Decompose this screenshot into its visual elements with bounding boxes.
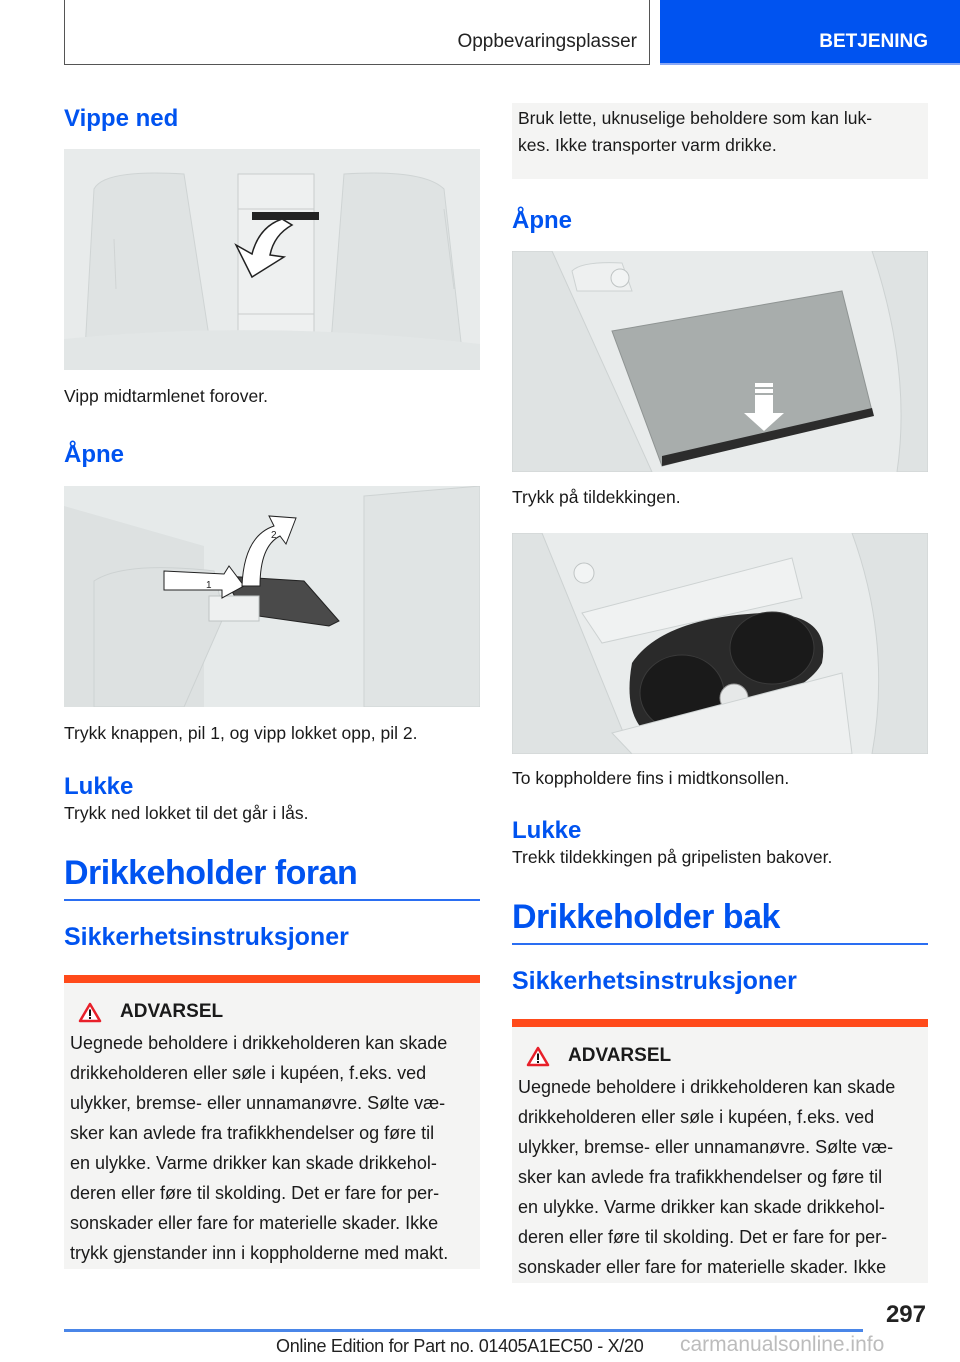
heading-rule [512,943,928,945]
header-chapter-tab [660,0,960,65]
heading-apne: Åpne [64,441,124,468]
heading-apne-right: Åpne [512,207,572,234]
center-console-cupholders-illustration [512,533,928,754]
heading-lukke-right: Lukke [512,817,582,844]
warning-line: sker kan avlede fra trafikkhendelser og føre til [70,1123,435,1143]
warning-line: deren eller føre til skolding. Det er fare for per- [518,1227,888,1247]
warning-line: sonskader eller fare for materielle skader. Ikke [518,1257,887,1277]
left-column [64,100,480,1269]
warning-line: sker kan avlede fra trafikkhendelser og føre til [518,1167,883,1187]
rear-seat-armrest-fold-down-illustration [64,149,480,370]
header-chapter-title: BETJENING [819,31,928,52]
warning-title-row [70,999,474,1025]
warning-box [64,975,480,1269]
warning-line: Uegnede beholdere i drikkeholderen kan skade [70,1033,448,1053]
caption-apne: Trykk knappen, pil 1, og vipp lokket opp, pil 2. [64,723,418,743]
warning-line: en ulykke. Varme drikker kan skade drikkehol- [518,1197,885,1217]
caption-trykk-tildekkingen: Trykk på tildekkingen. [512,487,681,507]
warning-line: drikkeholderen eller søle i kupéen, f.eks. ved [70,1063,427,1083]
right-column [512,100,928,1283]
warning-box [512,1019,928,1283]
page-number: 297 [885,1301,926,1328]
note-box [512,103,928,179]
warning-line: ulykker, bremse- eller unnamanøvre. Sølte væ- [70,1093,446,1113]
caption-koppholdere: To koppholdere fins i midtkonsollen. [512,768,790,788]
edition-text: Online Edition for Part no. 01405A1EC50 - X/20 [276,1336,644,1356]
warning-title: ADVARSEL [120,1001,224,1022]
warning-triangle-icon [78,1002,102,1023]
arrow-label-2: 2 [271,530,277,541]
warning-line: deren eller føre til skolding. Det er fare for per- [70,1183,440,1203]
heading-vippe-ned: Vippe ned [64,105,179,132]
subheading-sikkerhetsinstruksjoner: Sikkerhetsinstruksjoner [64,923,349,951]
warning-line: trykk gjenstander inn i koppholderne med makt. [70,1243,449,1263]
note-line: Bruk lette, uknuselige beholdere som kan luk- [518,108,873,128]
center-console-cover-illustration [512,251,928,472]
footer-rule [64,1329,863,1332]
warning-line: drikkeholderen eller søle i kupéen, f.eks. ved [518,1107,875,1127]
warning-title-row [518,1043,922,1069]
warning-line: en ulykke. Varme drikker kan skade drikkehol- [70,1153,437,1173]
warning-line: sonskader eller fare for materielle skader. Ikke [70,1213,439,1233]
subheading-sikkerhetsinstruksjoner-bak: Sikkerhetsinstruksjoner [512,967,797,995]
warning-line: ulykker, bremse- eller unnamanøvre. Sølte væ- [518,1137,894,1157]
text-lukke-right: Trekk tildekkingen på gripelisten bakover. [512,847,833,867]
caption-vippe-ned: Vipp midtarmlenet forover. [64,386,268,406]
heading-drikkeholder-foran: Drikkeholder foran [64,854,358,892]
heading-rule [64,899,480,901]
header-section-title: Oppbevaringsplasser [457,31,637,52]
heading-drikkeholder-bak: Drikkeholder bak [512,898,780,936]
arrow-label-1: 1 [206,580,212,591]
note-line: kes. Ikke transporter varm drikke. [518,135,777,155]
armrest-lid-open-illustration [64,486,480,707]
heading-lukke: Lukke [64,773,134,800]
warning-title: ADVARSEL [568,1045,672,1066]
header-section-tab [64,0,650,65]
text-lukke: Trykk ned lokket til det går i lås. [64,803,309,823]
warning-triangle-icon [526,1046,550,1067]
warning-line: Uegnede beholdere i drikkeholderen kan skade [518,1077,896,1097]
watermark-link[interactable]: carmanualsonline.info [680,1333,885,1356]
